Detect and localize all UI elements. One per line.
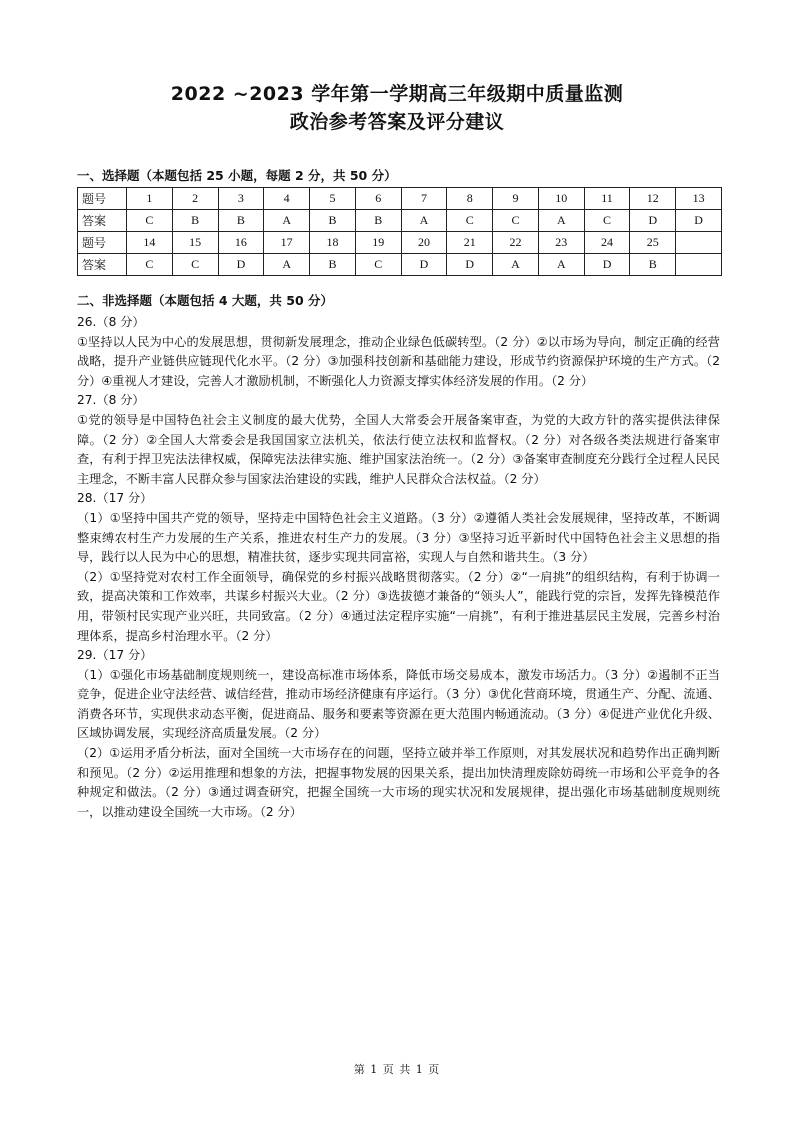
answer-cell: B <box>172 210 218 232</box>
question-heading: 26.（8 分） <box>77 315 145 329</box>
question-number-cell: 7 <box>401 188 447 210</box>
answer-cell: D <box>584 254 630 276</box>
question-number-cell: 11 <box>584 188 630 210</box>
question-number-cell: 23 <box>538 232 584 254</box>
answer-row <box>78 210 722 232</box>
answer-paragraph: ①坚持以人民为中心的发展思想，贯彻新发展理念，推动企业绿色低碳转型。（2 分）②以市场为导向，制定正确的经营战略，提升产业链供应链现代化水平。（2 分）③加强科技创新和基础能力建设，形成节约资源保护环境的生产方式。（2 分）④重视人才建设，完善人才激励机制，不断强化人力资源支撑实体经济发展的作用。（2 分） <box>77 334 720 388</box>
answer-cell: C <box>172 254 218 276</box>
answer-cell: A <box>264 254 310 276</box>
question-heading: 29.（17 分） <box>77 648 153 663</box>
question-number-cell: 25 <box>630 232 676 254</box>
question-heading: 27.（8 分） <box>77 393 145 408</box>
answer-cell: B <box>310 210 356 232</box>
question-number-cell: 21 <box>447 232 493 254</box>
question-number-cell: 5 <box>310 188 356 210</box>
question-number-cell: 14 <box>127 232 173 254</box>
answer-cell: A <box>264 210 310 232</box>
answer-cell: C <box>127 210 173 232</box>
question-number-cell: 24 <box>584 232 630 254</box>
question-number-cell: 22 <box>493 232 539 254</box>
question-number-cell <box>676 232 722 254</box>
page-footer: 第 1 页 共 1 页 <box>353 1063 441 1076</box>
page-title-line-1: 2022 ~2023 学年第一学期高三年级期中质量监测 <box>170 83 624 105</box>
question-number-cell: 17 <box>264 232 310 254</box>
question-number-cell: 16 <box>218 232 264 254</box>
answer-cell: B <box>630 254 676 276</box>
question-number-cell: 12 <box>630 188 676 210</box>
answer-cell: A <box>538 254 584 276</box>
question-number-cell: 19 <box>355 232 401 254</box>
row-label: 答案 <box>78 210 127 232</box>
question-number-cell: 9 <box>493 188 539 210</box>
row-label: 答案 <box>78 254 127 276</box>
answer-cell: A <box>538 210 584 232</box>
answer-cell: B <box>310 254 356 276</box>
answer-cell: A <box>493 254 539 276</box>
row-label: 题号 <box>78 232 127 254</box>
answer-paragraph: （1）①强化市场基础制度规则统一，建设高标准市场体系，降低市场交易成本，激发市场活力。（3 分）②遏制不正当竞争，促进企业守法经营、诚信经营，推动市场经济健康有序运行。（3 分）③优化营商环境，贯通生产、分配、流通、消费各环节，实现供求动态平衡，促进商品、服务和要素等资源在更大范围内畅通流动。（3 分）④促进产业优化升级、区域协调发展，实现经济高质量发展。（2 分） <box>77 667 720 741</box>
answer-cell: D <box>447 254 493 276</box>
section-2-heading: 二、非选择题（本题包括 4 大题，共 50 分） <box>77 293 334 308</box>
answer-cell: A <box>401 210 447 232</box>
question-number-cell: 10 <box>538 188 584 210</box>
row-label: 题号 <box>78 188 127 210</box>
multiple-choice-answer-table <box>77 187 722 276</box>
page-title-line-2: 政治参考答案及评分建议 <box>289 111 505 133</box>
question-number-cell: 2 <box>172 188 218 210</box>
question-number-cell: 18 <box>310 232 356 254</box>
question-number-row <box>78 188 722 210</box>
question-number-cell: 13 <box>676 188 722 210</box>
answer-cell: C <box>493 210 539 232</box>
question-heading: 28.（17 分） <box>77 491 153 506</box>
section-1-heading: 一、选择题（本题包括 25 小题，每题 2 分，共 50 分） <box>77 168 397 183</box>
answer-cell: C <box>127 254 173 276</box>
answer-cell: D <box>676 210 722 232</box>
answer-cell: D <box>630 210 676 232</box>
question-number-cell: 15 <box>172 232 218 254</box>
question-number-cell: 8 <box>447 188 493 210</box>
answer-cell: D <box>401 254 447 276</box>
answer-cell: D <box>218 254 264 276</box>
answer-paragraph: ①党的领导是中国特色社会主义制度的最大优势，全国人大常委会开展备案审查，为党的大政方针的落实提供法律保障。（2 分）②全国人大常委会是我国国家立法机关，依法行使立法权和监督权。（2 分）对各级各类法规进行备案审查，有利于捍卫宪法法律权威，保障宪法法律实施、维护国家法治统一。（2 分）③备案审查制度充分践行全过程人民民主理念，不断丰富人民群众参与国家法治建设的实践，维护人民群众合法权益。（2 分） <box>77 412 720 486</box>
question-number-cell: 3 <box>218 188 264 210</box>
answer-paragraph: （1）①坚持中国共产党的领导，坚持走中国特色社会主义道路。（3 分）②遵循人类社会发展规律，坚持改革，不断调整束缚农村生产力发展的生产关系，推进农村生产力的发展。（3 分）③坚持习近平新时代中国特色社会主义思想的指导，践行以人民为中心的思想，精准扶贫，逐步实现共同富裕，实现人与自然和谐共生。（3 分） <box>77 510 720 565</box>
question-number-cell: 6 <box>355 188 401 210</box>
answer-cell <box>676 254 722 276</box>
essay-answers <box>77 313 720 822</box>
question-number-cell: 4 <box>264 188 310 210</box>
answer-cell: B <box>218 210 264 232</box>
answer-cell: B <box>355 210 401 232</box>
answer-cell: C <box>584 210 630 232</box>
question-number-cell: 20 <box>401 232 447 254</box>
answer-paragraph: （2）①运用矛盾分析法，面对全国统一大市场存在的问题，坚持立破并举工作原则，对其发展状况和趋势作出正确判断和预见。（2 分）②运用推理和想象的方法，把握事物发展的因果关系，提出加快清理废除妨碍统一市场和公平竞争的各种规定和做法。（2 分）③通过调查研究，把握全国统一大市场的现实状况和发展规律，提出强化市场基础制度规则统一，以推动建设全国统一大市场。（2 分） <box>77 746 720 819</box>
answer-row <box>78 254 722 276</box>
answer-paragraph: （2）①坚持党对农村工作全面领导，确保党的乡村振兴战略贯彻落实。（2 分）②“一肩挑”的组织结构，有利于协调一致，提高决策和工作效率，共谋乡村振兴大业。（2 分）③选拔德才兼备的“领头人”，能践行党的宗旨，发挥先锋模范作用，带领村民实现产业兴旺，共同致富。（2 分）④通过法定程序实施“一肩挑”，有利于推进基层民主发展，完善乡村治理体系，提高乡村治理水平。（2 分） <box>77 569 720 643</box>
answer-cell: C <box>447 210 493 232</box>
question-number-row <box>78 232 722 254</box>
answer-cell: C <box>355 254 401 276</box>
question-number-cell: 1 <box>127 188 173 210</box>
